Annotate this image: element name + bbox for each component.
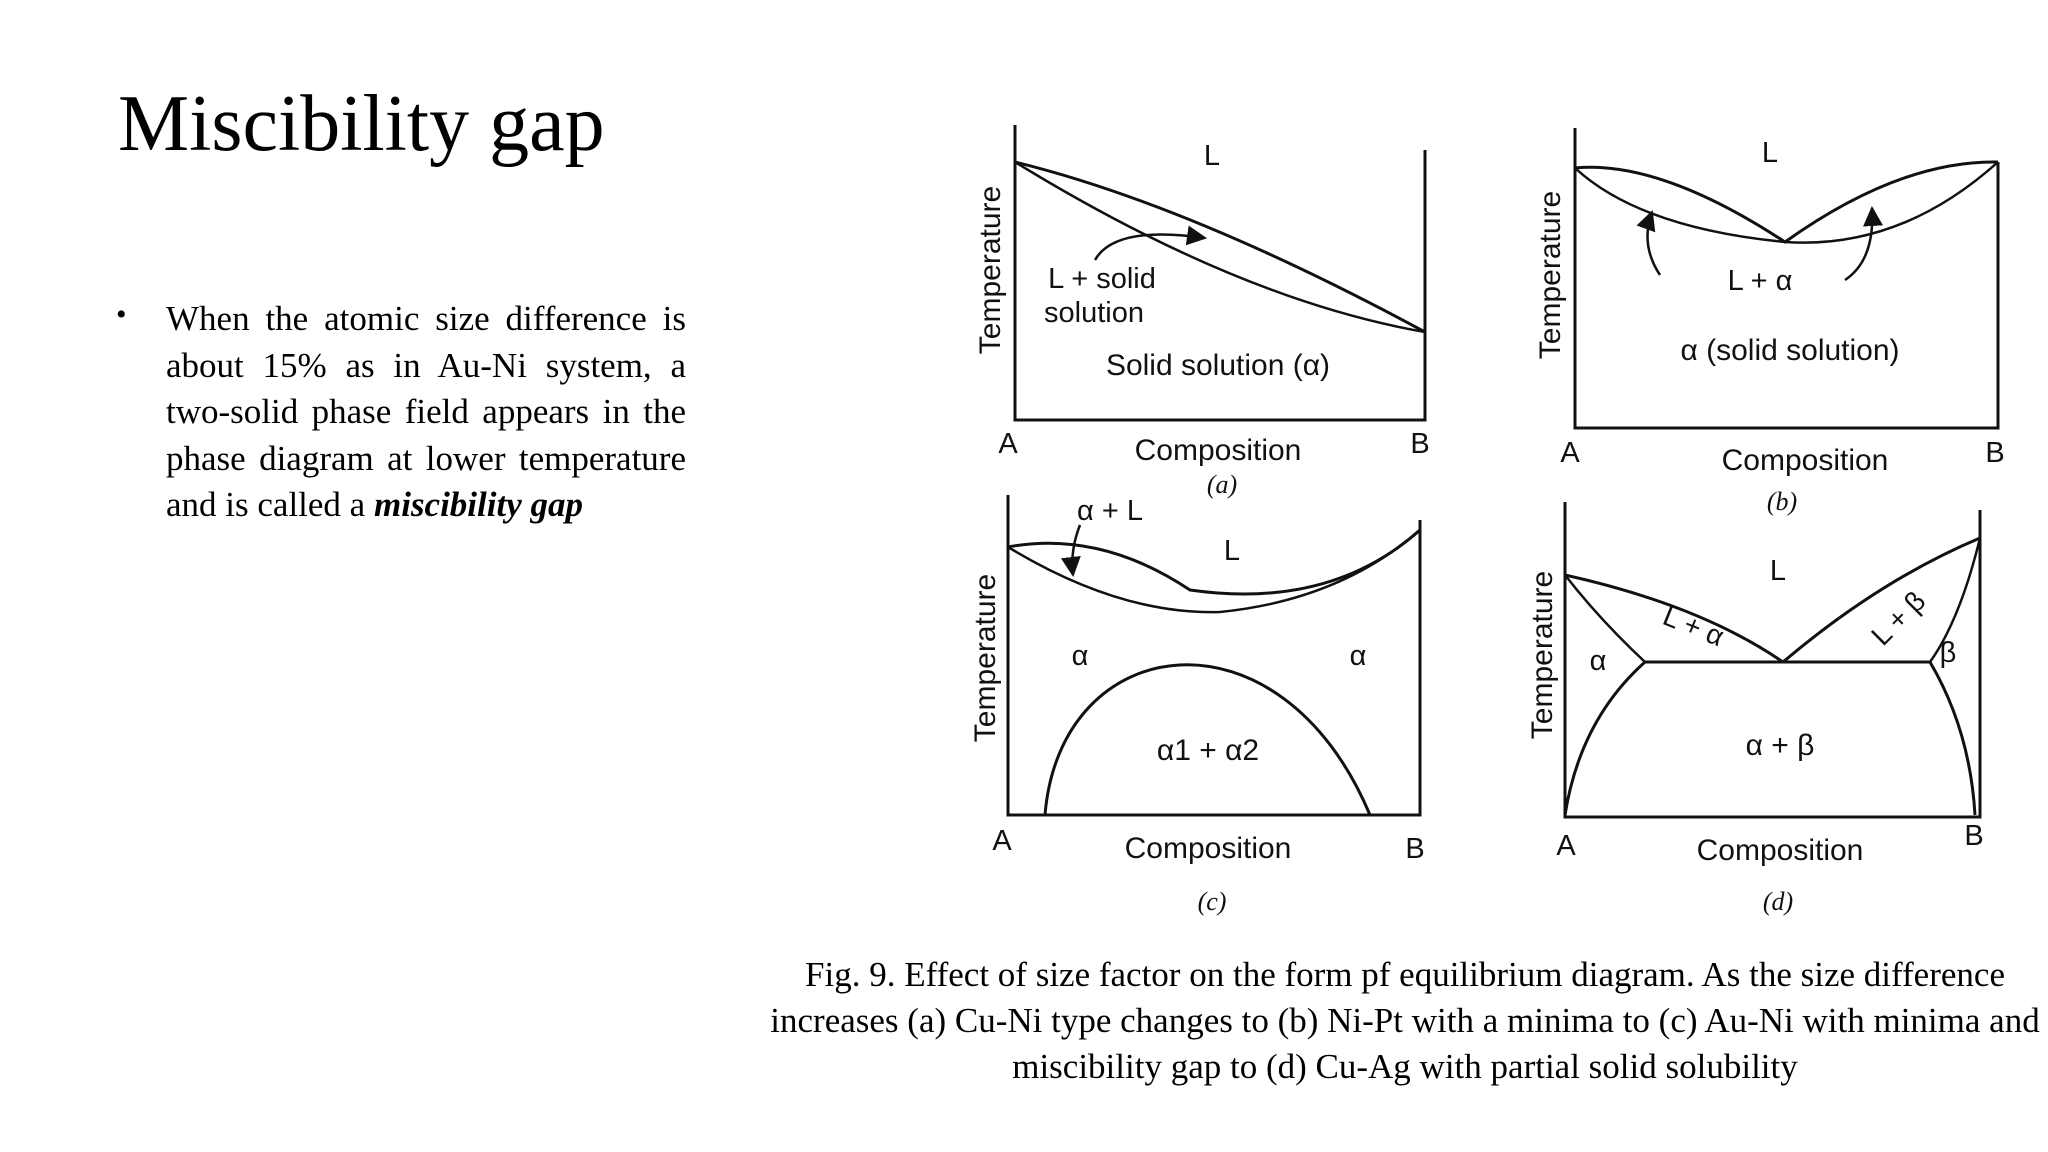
diagram-d-caption: (d) — [1762, 887, 1794, 916]
diagram-d-solidus-left — [1565, 662, 1645, 815]
diagram-c-y-axis: Temperature — [969, 573, 1002, 743]
diagram-b-region-two-phase: L + α — [1727, 265, 1793, 297]
diagram-c-left-label: A — [992, 825, 1012, 857]
diagram-d-region-beta: β — [1939, 637, 1957, 669]
diagram-b-region-solid: α (solid solution) — [1680, 334, 1900, 367]
diagram-a-region-two-phase: L + solid — [1048, 263, 1156, 295]
diagram-c-region-alpha-right: α — [1349, 640, 1367, 672]
diagram-d-region-liquid: L — [1769, 555, 1787, 587]
diagram-c-region-liquid: L — [1223, 535, 1241, 567]
diagram-d-region-l-beta: L + β — [1865, 585, 1932, 652]
diagram-d-solidus-right — [1930, 662, 1975, 815]
diagram-b-pointer-left — [1648, 212, 1661, 275]
slide-title: Miscibility gap — [118, 80, 605, 168]
diagram-a-region-liquid: L — [1203, 140, 1221, 172]
figure-caption: Fig. 9. Effect of size factor on the form pf equilibrium diagram. As the size difference increases (a) Cu-Ni type changes to (b) Ni-Pt with a minima to (c) Au-Ni with minima and miscibility gap to (d) Cu-Ag with partial solid solubility — [770, 955, 2040, 1086]
diagram-b-liquidus — [1575, 162, 1998, 242]
diagram-d-left-label: A — [1556, 830, 1576, 862]
bullet-body: When the atomic size difference is about 15% as in Au-Ni system, a two-solid phase field appears in the phase diagram at lower temperature and is called a — [166, 299, 686, 524]
diagram-d-y-axis: Temperature — [1526, 570, 1559, 740]
diagram-c-liquidus — [1008, 530, 1420, 594]
diagram-d-frame — [1565, 502, 1980, 817]
diagram-c-pointer — [1072, 525, 1080, 575]
diagram-c-x-axis: Composition — [1124, 832, 1292, 865]
diagram-a-y-axis: Temperature — [974, 185, 1007, 355]
diagram-b-y-axis: Temperature — [1534, 190, 1567, 360]
diagram-b-pointer-right — [1845, 208, 1872, 280]
diagram-c-region-alpha-left: α — [1071, 640, 1089, 672]
diagram-a-caption: (a) — [1206, 470, 1238, 499]
phase-diagram-figure — [940, 110, 2040, 930]
diagram-d-x-axis: Composition — [1696, 834, 1864, 867]
diagram-c-region-gap: α1 + α2 — [1156, 734, 1260, 767]
diagram-c-right-label: B — [1405, 833, 1425, 865]
diagram-b-left-label: A — [1560, 437, 1580, 469]
diagram-d-region-l-alpha: L + α — [1658, 600, 1729, 653]
diagram-d-region-alpha-beta: α + β — [1745, 729, 1815, 762]
bullet-item — [116, 296, 686, 529]
diagram-b-region-liquid: L — [1761, 137, 1779, 169]
diagram-a-region-solid: Solid solution (α) — [1105, 349, 1331, 382]
diagram-b-right-label: B — [1985, 437, 2005, 469]
diagram-c-region-two-phase: α + L — [1077, 495, 1143, 527]
diagram-c-solidus — [1008, 530, 1420, 612]
diagram-d — [1565, 502, 1980, 817]
diagram-c-caption: (c) — [1197, 887, 1227, 916]
diagram-a-left-label: A — [998, 428, 1018, 460]
diagram-a-x-axis: Composition — [1134, 434, 1302, 467]
diagram-b-caption: (b) — [1766, 487, 1798, 516]
diagram-b-x-axis: Composition — [1721, 444, 1889, 477]
bullet-emphasis: miscibility gap — [373, 485, 583, 524]
diagram-d-right-label: B — [1964, 820, 1984, 852]
diagram-d-region-alpha: α — [1589, 645, 1607, 677]
bullet-dot: • — [116, 298, 127, 331]
diagram-a-right-label: B — [1410, 428, 1430, 460]
bullet-text — [166, 296, 686, 529]
diagram-a-region-two-phase-2: solution — [1044, 297, 1144, 329]
